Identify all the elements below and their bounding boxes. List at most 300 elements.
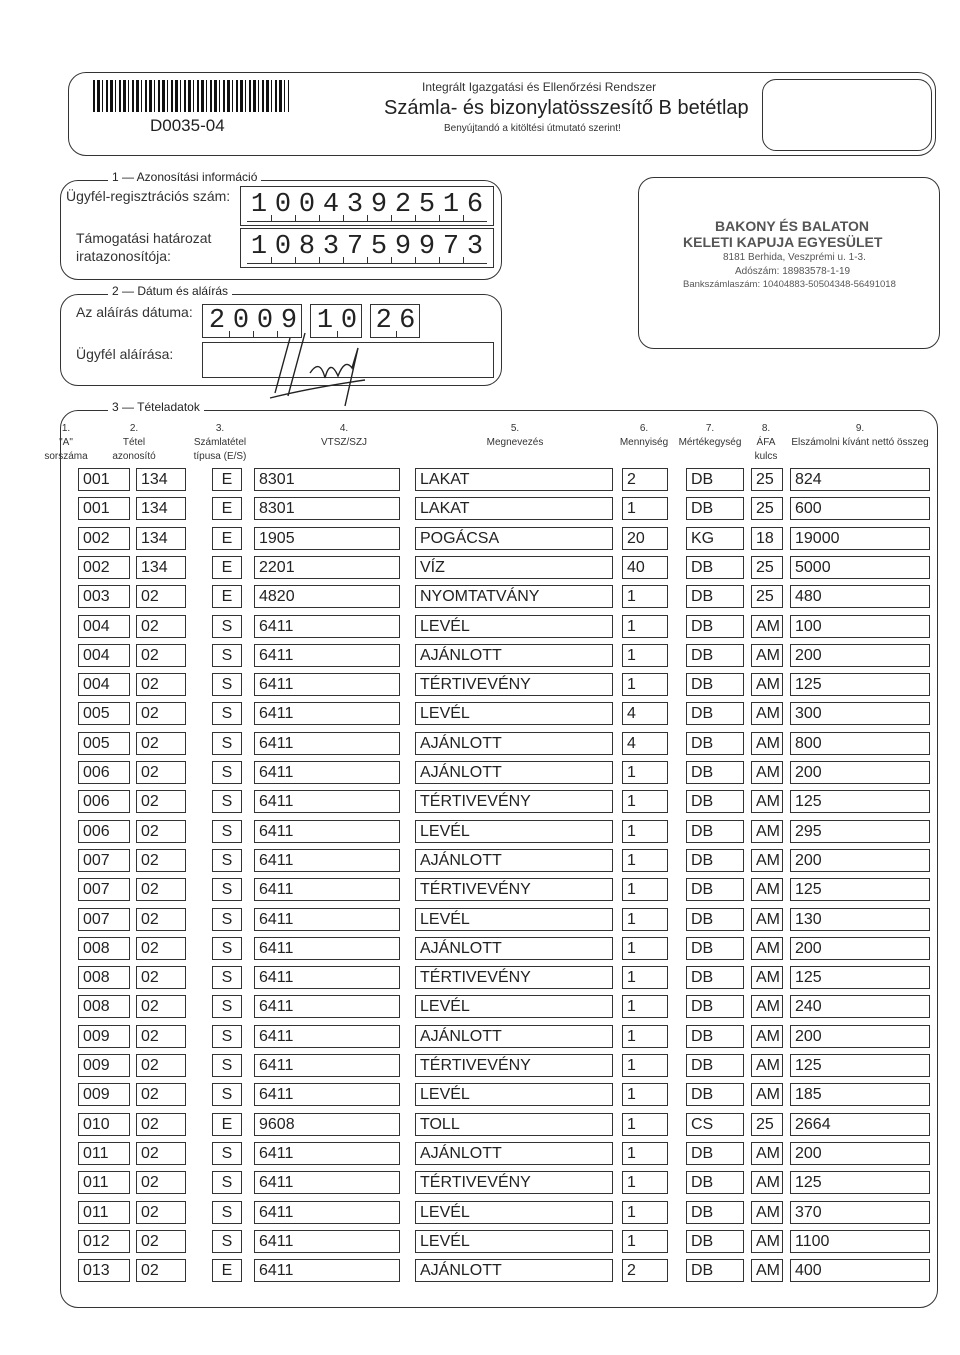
- cell-vtsz[interactable]: 1905: [254, 527, 400, 550]
- system-name: Integrált Igazgatási és Ellenőrzési Rendszer: [422, 80, 657, 94]
- cell-type[interactable]: E: [212, 527, 242, 550]
- column-header-num: 4.: [339, 423, 349, 434]
- form-note: Benyújtandó a kitöltési útmutató szerint!: [444, 123, 621, 134]
- cell-item-id[interactable]: 02: [136, 995, 186, 1018]
- cell-serial[interactable]: 008: [78, 937, 130, 960]
- cell-vtsz[interactable]: 6411: [254, 761, 400, 784]
- cell-unit[interactable]: KG: [686, 527, 744, 550]
- cell-vtsz[interactable]: 6411: [254, 615, 400, 638]
- cell-serial[interactable]: 004: [78, 644, 130, 667]
- cell-description[interactable]: TOLL: [415, 1113, 613, 1136]
- cell-vat-rate[interactable]: AM: [751, 908, 783, 931]
- cell-serial[interactable]: 012: [78, 1230, 130, 1253]
- cell-vtsz[interactable]: 6411: [254, 849, 400, 872]
- column-header-l1: ÁFA: [756, 437, 776, 448]
- cell-description[interactable]: NYOMTATVÁNY: [415, 585, 613, 608]
- column-header-num: 1.: [61, 423, 71, 434]
- cell-serial[interactable]: 009: [78, 1025, 130, 1048]
- cell-item-id[interactable]: 02: [136, 966, 186, 989]
- cell-quantity[interactable]: 40: [622, 556, 668, 579]
- cell-type[interactable]: S: [212, 1054, 242, 1077]
- cell-description[interactable]: LAKAT: [415, 497, 613, 520]
- cell-item-id[interactable]: 02: [136, 1201, 186, 1224]
- cell-item-id[interactable]: 02: [136, 644, 186, 667]
- cell-item-id[interactable]: 02: [136, 1025, 186, 1048]
- cell-serial[interactable]: 002: [78, 556, 130, 579]
- cell-vtsz[interactable]: 6411: [254, 1230, 400, 1253]
- cell-item-id[interactable]: 02: [136, 1113, 186, 1136]
- cell-unit[interactable]: DB: [686, 1142, 744, 1165]
- cell-item-id[interactable]: 02: [136, 820, 186, 843]
- cell-type[interactable]: S: [212, 878, 242, 901]
- cell-quantity[interactable]: 2: [622, 468, 668, 491]
- cell-description[interactable]: LEVÉL: [415, 1201, 613, 1224]
- cell-type[interactable]: E: [212, 556, 242, 579]
- cell-net-amount[interactable]: 300: [790, 702, 930, 725]
- cell-type[interactable]: E: [212, 585, 242, 608]
- cell-net-amount[interactable]: 600: [790, 497, 930, 520]
- cell-unit[interactable]: DB: [686, 1171, 744, 1194]
- cell-item-id[interactable]: 02: [136, 702, 186, 725]
- column-header-num: 5.: [510, 423, 520, 434]
- cell-vat-rate[interactable]: AM: [751, 995, 783, 1018]
- cell-net-amount[interactable]: 200: [790, 849, 930, 872]
- decision-label-line1: Támogatási határozat: [76, 230, 212, 246]
- cell-vtsz[interactable]: 6411: [254, 908, 400, 931]
- cell-vat-rate[interactable]: AM: [751, 702, 783, 725]
- cell-unit[interactable]: DB: [686, 644, 744, 667]
- cell-vat-rate[interactable]: AM: [751, 1083, 783, 1106]
- cell-vat-rate[interactable]: 25: [751, 556, 783, 579]
- cell-vtsz[interactable]: 6411: [254, 966, 400, 989]
- cell-description[interactable]: LEVÉL: [415, 1083, 613, 1106]
- cell-serial[interactable]: 004: [78, 615, 130, 638]
- cell-net-amount[interactable]: 125: [790, 966, 930, 989]
- cell-unit[interactable]: DB: [686, 1083, 744, 1106]
- cell-description[interactable]: AJÁNLOTT: [415, 937, 613, 960]
- cell-net-amount[interactable]: 5000: [790, 556, 930, 579]
- cell-quantity[interactable]: 1: [622, 761, 668, 784]
- cell-description[interactable]: AJÁNLOTT: [415, 761, 613, 784]
- cell-description[interactable]: TÉRTIVEVÉNY: [415, 790, 613, 813]
- cell-description[interactable]: VÍZ: [415, 556, 613, 579]
- cell-unit[interactable]: DB: [686, 761, 744, 784]
- cell-vtsz[interactable]: 6411: [254, 732, 400, 755]
- cell-item-id[interactable]: 02: [136, 878, 186, 901]
- cell-vtsz[interactable]: 6411: [254, 702, 400, 725]
- cell-serial[interactable]: 006: [78, 790, 130, 813]
- cell-net-amount[interactable]: 2664: [790, 1113, 930, 1136]
- handwritten-signature: [250, 318, 380, 408]
- cell-vat-rate[interactable]: AM: [751, 1230, 783, 1253]
- cell-vat-rate[interactable]: AM: [751, 761, 783, 784]
- column-header-l2: [299, 450, 389, 464]
- column-header-net-amount: [780, 422, 940, 464]
- cell-type[interactable]: S: [212, 1025, 242, 1048]
- cell-net-amount[interactable]: 125: [790, 1171, 930, 1194]
- cell-vtsz[interactable]: 6411: [254, 937, 400, 960]
- cell-net-amount[interactable]: 100: [790, 615, 930, 638]
- cell-vtsz[interactable]: 6411: [254, 995, 400, 1018]
- cell-net-amount[interactable]: 125: [790, 1054, 930, 1077]
- cell-serial[interactable]: 007: [78, 878, 130, 901]
- cell-description[interactable]: LEVÉL: [415, 908, 613, 931]
- cell-serial[interactable]: 005: [78, 702, 130, 725]
- cell-unit[interactable]: DB: [686, 849, 744, 872]
- cell-vat-rate[interactable]: 25: [751, 585, 783, 608]
- digit: 3: [319, 231, 343, 264]
- cell-quantity[interactable]: 1: [622, 644, 668, 667]
- cell-vtsz[interactable]: 6411: [254, 1142, 400, 1165]
- cell-type[interactable]: S: [212, 615, 242, 638]
- cell-description[interactable]: TÉRTIVEVÉNY: [415, 1171, 613, 1194]
- cell-net-amount[interactable]: 400: [790, 1259, 930, 1282]
- cell-description[interactable]: TÉRTIVEVÉNY: [415, 878, 613, 901]
- cell-type[interactable]: S: [212, 1230, 242, 1253]
- cell-serial[interactable]: 006: [78, 761, 130, 784]
- cell-type[interactable]: S: [212, 1201, 242, 1224]
- cell-net-amount[interactable]: 240: [790, 995, 930, 1018]
- cell-vat-rate[interactable]: 25: [751, 1113, 783, 1136]
- cell-vtsz[interactable]: 6411: [254, 673, 400, 696]
- cell-quantity[interactable]: 1: [622, 908, 668, 931]
- digit: 2: [372, 305, 396, 338]
- cell-serial[interactable]: 011: [78, 1171, 130, 1194]
- cell-unit[interactable]: DB: [686, 497, 744, 520]
- cell-item-id[interactable]: 134: [136, 497, 186, 520]
- cell-quantity[interactable]: 4: [622, 732, 668, 755]
- stamp-box: [638, 177, 940, 349]
- cell-quantity[interactable]: 1: [622, 1113, 668, 1136]
- cell-net-amount[interactable]: 200: [790, 1025, 930, 1048]
- column-header-l2: [780, 450, 940, 464]
- cell-vat-rate[interactable]: AM: [751, 1171, 783, 1194]
- cell-description[interactable]: AJÁNLOTT: [415, 732, 613, 755]
- cell-unit[interactable]: DB: [686, 878, 744, 901]
- cell-quantity[interactable]: 2: [622, 1259, 668, 1282]
- cell-vtsz[interactable]: 6411: [254, 1083, 400, 1106]
- cell-net-amount[interactable]: 480: [790, 585, 930, 608]
- cell-type[interactable]: S: [212, 820, 242, 843]
- cell-unit[interactable]: DB: [686, 966, 744, 989]
- cell-net-amount[interactable]: 125: [790, 790, 930, 813]
- cell-unit[interactable]: DB: [686, 1230, 744, 1253]
- cell-quantity[interactable]: 1: [622, 995, 668, 1018]
- cell-unit[interactable]: DB: [686, 702, 744, 725]
- cell-item-id[interactable]: 02: [136, 1083, 186, 1106]
- cell-serial[interactable]: 001: [78, 497, 130, 520]
- cell-net-amount[interactable]: 125: [790, 878, 930, 901]
- cell-unit[interactable]: DB: [686, 1025, 744, 1048]
- digit: 6: [463, 189, 487, 222]
- cell-quantity[interactable]: 1: [622, 1230, 668, 1253]
- cell-vtsz[interactable]: 4820: [254, 585, 400, 608]
- cell-type[interactable]: S: [212, 673, 242, 696]
- cell-unit[interactable]: DB: [686, 1259, 744, 1282]
- cell-unit[interactable]: DB: [686, 556, 744, 579]
- cell-description[interactable]: TÉRTIVEVÉNY: [415, 673, 613, 696]
- cell-description[interactable]: LEVÉL: [415, 1230, 613, 1253]
- cell-item-id[interactable]: 02: [136, 1171, 186, 1194]
- cell-quantity[interactable]: 1: [622, 585, 668, 608]
- cell-quantity[interactable]: 1: [622, 878, 668, 901]
- cell-description[interactable]: POGÁCSA: [415, 527, 613, 550]
- digit: 9: [391, 231, 415, 264]
- cell-unit[interactable]: DB: [686, 820, 744, 843]
- cell-item-id[interactable]: 02: [136, 1054, 186, 1077]
- stamp-line-2: KELETI KAPUJA EGYESÜLET: [683, 234, 883, 250]
- cell-type[interactable]: S: [212, 966, 242, 989]
- registration-number-label: Ügyfél-regisztrációs szám:: [66, 188, 231, 204]
- cell-type[interactable]: S: [212, 908, 242, 931]
- cell-net-amount[interactable]: 125: [790, 673, 930, 696]
- cell-vtsz[interactable]: 8301: [254, 497, 400, 520]
- cell-unit[interactable]: DB: [686, 995, 744, 1018]
- cell-type[interactable]: S: [212, 702, 242, 725]
- cell-type[interactable]: E: [212, 1259, 242, 1282]
- cell-type[interactable]: S: [212, 761, 242, 784]
- cell-description[interactable]: AJÁNLOTT: [415, 1142, 613, 1165]
- cell-serial[interactable]: 008: [78, 995, 130, 1018]
- cell-item-id[interactable]: 02: [136, 790, 186, 813]
- cell-vat-rate[interactable]: AM: [751, 673, 783, 696]
- cell-vat-rate[interactable]: AM: [751, 820, 783, 843]
- cell-unit[interactable]: DB: [686, 468, 744, 491]
- cell-serial[interactable]: 009: [78, 1054, 130, 1077]
- cell-quantity[interactable]: 4: [622, 702, 668, 725]
- cell-unit[interactable]: DB: [686, 790, 744, 813]
- cell-type[interactable]: E: [212, 468, 242, 491]
- cell-type[interactable]: S: [212, 1171, 242, 1194]
- cell-serial[interactable]: 011: [78, 1201, 130, 1224]
- cell-unit[interactable]: DB: [686, 1201, 744, 1224]
- decision-label-line2: iratazonosítója:: [76, 248, 171, 264]
- cell-unit[interactable]: DB: [686, 732, 744, 755]
- cell-description[interactable]: AJÁNLOTT: [415, 1259, 613, 1282]
- cell-quantity[interactable]: 1: [622, 1083, 668, 1106]
- cell-item-id[interactable]: 134: [136, 556, 186, 579]
- registration-number-field[interactable]: [240, 186, 494, 226]
- cell-quantity[interactable]: 20: [622, 527, 668, 550]
- column-header-num: 8.: [761, 423, 771, 434]
- cell-quantity[interactable]: 1: [622, 615, 668, 638]
- cell-item-id[interactable]: 02: [136, 937, 186, 960]
- cell-item-id[interactable]: 02: [136, 615, 186, 638]
- cell-vtsz[interactable]: 6411: [254, 820, 400, 843]
- cell-vtsz[interactable]: 6411: [254, 644, 400, 667]
- decision-number-field[interactable]: [240, 228, 494, 268]
- cell-item-id[interactable]: 02: [136, 585, 186, 608]
- cell-quantity[interactable]: 1: [622, 1171, 668, 1194]
- stamp-line-3: 8181 Berhida, Veszprémi u. 1-3.: [723, 252, 866, 263]
- cell-vtsz[interactable]: 6411: [254, 1201, 400, 1224]
- cell-unit[interactable]: DB: [686, 615, 744, 638]
- cell-serial[interactable]: 003: [78, 585, 130, 608]
- cell-quantity[interactable]: 1: [622, 1025, 668, 1048]
- digit: 4: [319, 189, 343, 222]
- cell-type[interactable]: S: [212, 995, 242, 1018]
- cell-vat-rate[interactable]: AM: [751, 790, 783, 813]
- cell-type[interactable]: S: [212, 1083, 242, 1106]
- cell-type[interactable]: S: [212, 790, 242, 813]
- cell-quantity[interactable]: 1: [622, 937, 668, 960]
- cell-serial[interactable]: 013: [78, 1259, 130, 1282]
- cell-serial[interactable]: 007: [78, 908, 130, 931]
- column-header-l1: Tétel: [122, 437, 146, 448]
- cell-vat-rate[interactable]: AM: [751, 966, 783, 989]
- cell-type[interactable]: S: [212, 937, 242, 960]
- date-signature-section-title: 2 — Dátum és aláírás: [108, 284, 232, 298]
- cell-vat-rate[interactable]: 18: [751, 527, 783, 550]
- cell-quantity[interactable]: 1: [622, 820, 668, 843]
- cell-description[interactable]: LEVÉL: [415, 820, 613, 843]
- column-header-item-id: [89, 422, 179, 464]
- column-header-l1: Mennyiség: [619, 437, 669, 448]
- cell-vtsz[interactable]: 8301: [254, 468, 400, 491]
- cell-quantity[interactable]: 1: [622, 1142, 668, 1165]
- cell-quantity[interactable]: 1: [622, 790, 668, 813]
- cell-item-id[interactable]: 02: [136, 761, 186, 784]
- cell-quantity[interactable]: 1: [622, 849, 668, 872]
- cell-net-amount[interactable]: 824: [790, 468, 930, 491]
- digit: 5: [415, 189, 439, 222]
- cell-item-id[interactable]: 02: [136, 732, 186, 755]
- cell-vtsz[interactable]: 6411: [254, 878, 400, 901]
- column-header-l2: [470, 450, 560, 464]
- cell-description[interactable]: LEVÉL: [415, 702, 613, 725]
- cell-net-amount[interactable]: 185: [790, 1083, 930, 1106]
- cell-vat-rate[interactable]: AM: [751, 615, 783, 638]
- cell-vat-rate[interactable]: AM: [751, 1054, 783, 1077]
- form-code: D0035-04: [150, 116, 225, 135]
- cell-type[interactable]: S: [212, 1142, 242, 1165]
- cell-vat-rate[interactable]: AM: [751, 1142, 783, 1165]
- cell-vtsz[interactable]: 6411: [254, 1025, 400, 1048]
- cell-unit[interactable]: DB: [686, 1054, 744, 1077]
- cell-vtsz[interactable]: 6411: [254, 790, 400, 813]
- cell-serial[interactable]: 010: [78, 1113, 130, 1136]
- digit: 7: [439, 231, 463, 264]
- cell-type[interactable]: S: [212, 644, 242, 667]
- cell-vat-rate[interactable]: AM: [751, 732, 783, 755]
- cell-serial[interactable]: 001: [78, 468, 130, 491]
- cell-item-id[interactable]: 134: [136, 527, 186, 550]
- cell-quantity[interactable]: 1: [622, 966, 668, 989]
- cell-item-id[interactable]: 134: [136, 468, 186, 491]
- cell-vat-rate[interactable]: AM: [751, 1259, 783, 1282]
- cell-net-amount[interactable]: 200: [790, 761, 930, 784]
- cell-serial[interactable]: 005: [78, 732, 130, 755]
- column-header-l2: azonosító: [112, 451, 156, 462]
- stamp-line-4: Adószám: 18983578-1-19: [735, 266, 851, 277]
- digit: 5: [367, 231, 391, 264]
- cell-vtsz[interactable]: 6411: [254, 1054, 400, 1077]
- cell-type[interactable]: S: [212, 849, 242, 872]
- cell-vat-rate[interactable]: AM: [751, 644, 783, 667]
- cell-unit[interactable]: CS: [686, 1113, 744, 1136]
- cell-vtsz[interactable]: 2201: [254, 556, 400, 579]
- cell-unit[interactable]: DB: [686, 937, 744, 960]
- cell-unit[interactable]: DB: [686, 673, 744, 696]
- cell-description[interactable]: AJÁNLOTT: [415, 1025, 613, 1048]
- cell-type[interactable]: S: [212, 732, 242, 755]
- cell-quantity[interactable]: 1: [622, 497, 668, 520]
- cell-net-amount[interactable]: 200: [790, 1142, 930, 1165]
- cell-vat-rate[interactable]: 25: [751, 468, 783, 491]
- digit: 3: [343, 189, 367, 222]
- cell-serial[interactable]: 011: [78, 1142, 130, 1165]
- cell-item-id[interactable]: 02: [136, 1142, 186, 1165]
- cell-vat-rate[interactable]: AM: [751, 878, 783, 901]
- cell-vtsz[interactable]: 6411: [254, 1171, 400, 1194]
- cell-unit[interactable]: DB: [686, 908, 744, 931]
- cell-unit[interactable]: DB: [686, 585, 744, 608]
- cell-serial[interactable]: 002: [78, 527, 130, 550]
- cell-description[interactable]: LEVÉL: [415, 995, 613, 1018]
- cell-vtsz[interactable]: 9608: [254, 1113, 400, 1136]
- cell-serial[interactable]: 004: [78, 673, 130, 696]
- cell-net-amount[interactable]: 200: [790, 937, 930, 960]
- cell-net-amount[interactable]: 19000: [790, 527, 930, 550]
- cell-serial[interactable]: 007: [78, 849, 130, 872]
- cell-net-amount[interactable]: 295: [790, 820, 930, 843]
- cell-net-amount[interactable]: 800: [790, 732, 930, 755]
- cell-vtsz[interactable]: 6411: [254, 1259, 400, 1282]
- cell-quantity[interactable]: 1: [622, 1201, 668, 1224]
- column-header-num: 6.: [639, 423, 649, 434]
- cell-serial[interactable]: 009: [78, 1083, 130, 1106]
- column-header-type: [175, 422, 265, 464]
- cell-serial[interactable]: 008: [78, 966, 130, 989]
- cell-vat-rate[interactable]: 25: [751, 497, 783, 520]
- cell-item-id[interactable]: 02: [136, 1230, 186, 1253]
- cell-type[interactable]: E: [212, 1113, 242, 1136]
- cell-net-amount[interactable]: 370: [790, 1201, 930, 1224]
- cell-description[interactable]: AJÁNLOTT: [415, 849, 613, 872]
- cell-item-id[interactable]: 02: [136, 1259, 186, 1282]
- digit: 0: [271, 231, 295, 264]
- cell-item-id[interactable]: 02: [136, 673, 186, 696]
- cell-net-amount[interactable]: 1100: [790, 1230, 930, 1253]
- digit: 0: [295, 189, 319, 222]
- cell-description[interactable]: AJÁNLOTT: [415, 644, 613, 667]
- cell-serial[interactable]: 006: [78, 820, 130, 843]
- cell-vat-rate[interactable]: AM: [751, 1025, 783, 1048]
- cell-vat-rate[interactable]: AM: [751, 937, 783, 960]
- column-header-num: 7.: [705, 423, 715, 434]
- cell-type[interactable]: E: [212, 497, 242, 520]
- cell-vat-rate[interactable]: AM: [751, 849, 783, 872]
- digit: 9: [367, 189, 391, 222]
- digit: 9: [277, 305, 301, 338]
- signature-label: Ügyfél aláírása:: [76, 346, 174, 362]
- cell-description[interactable]: TÉRTIVEVÉNY: [415, 966, 613, 989]
- cell-description[interactable]: LAKAT: [415, 468, 613, 491]
- cell-description[interactable]: LEVÉL: [415, 615, 613, 638]
- cell-net-amount[interactable]: 200: [790, 644, 930, 667]
- cell-quantity[interactable]: 1: [622, 1054, 668, 1077]
- digit: 8: [295, 231, 319, 264]
- column-header-l1: "A": [59, 437, 73, 448]
- cell-description[interactable]: TÉRTIVEVÉNY: [415, 1054, 613, 1077]
- cell-item-id[interactable]: 02: [136, 849, 186, 872]
- cell-vat-rate[interactable]: AM: [751, 1201, 783, 1224]
- cell-item-id[interactable]: 02: [136, 908, 186, 931]
- stamp-line-5: Bankszámlaszám: 10404883-50504348-56491018: [683, 279, 896, 290]
- cell-quantity[interactable]: 1: [622, 673, 668, 696]
- cell-net-amount[interactable]: 130: [790, 908, 930, 931]
- digit: 3: [463, 231, 487, 264]
